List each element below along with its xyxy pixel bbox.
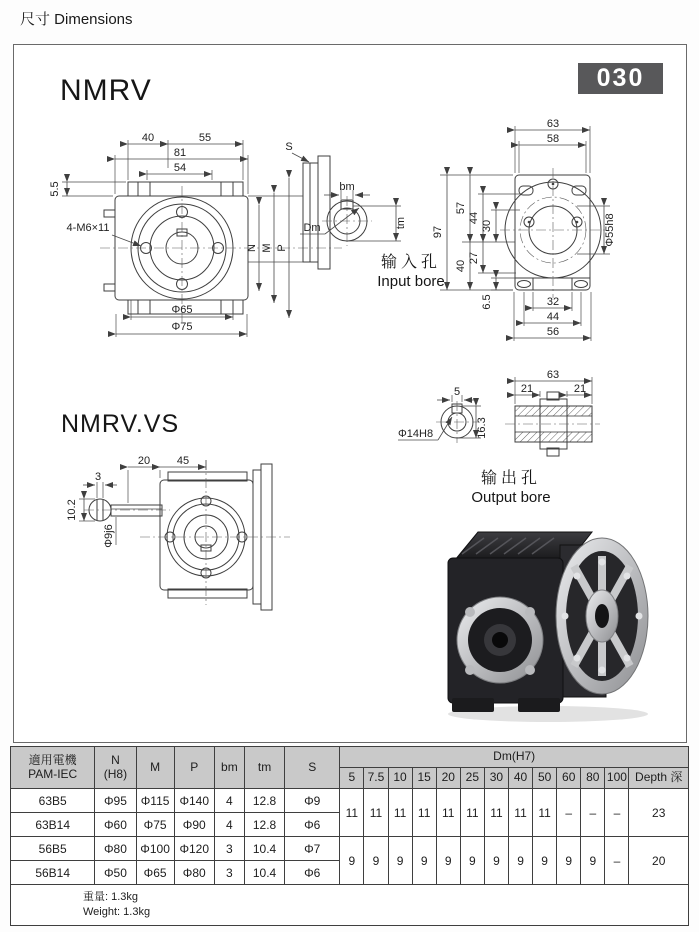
col-header-dm-h7: Dm(H7) (340, 747, 689, 768)
dm-subcol: 60 (557, 768, 581, 789)
dim-label-m: M (261, 243, 273, 253)
dim-label-81: 81 (173, 147, 187, 159)
cell-tm: 12.8 (244, 789, 284, 813)
cell-dm: 11 (460, 789, 484, 837)
cell-dm: 11 (533, 789, 557, 837)
input-bore-caption-en: Input bore (377, 273, 445, 290)
cell-dm: 9 (533, 837, 557, 885)
model-vs-heading: NMRV.VS (61, 410, 180, 438)
cell-m: Φ75 (136, 813, 174, 837)
dim-label-21l: 21 (520, 383, 534, 395)
col-header-s: S (285, 747, 340, 789)
dim-label-5: 5 (453, 386, 461, 398)
cell-dm: 11 (364, 789, 388, 837)
cell-p: Φ90 (174, 813, 214, 837)
dim-label-30: 30 (481, 219, 493, 233)
output-bore-caption-cn: 输出孔 (480, 470, 541, 487)
table-row (11, 789, 689, 813)
cell-dm: 9 (412, 837, 436, 885)
cell-s: Φ9 (285, 789, 340, 813)
dim-label-27: 27 (468, 251, 480, 265)
dm-subcol: 50 (533, 768, 557, 789)
cell-dm: – (605, 789, 629, 837)
dim-label-14h8: Φ14H8 (398, 428, 434, 440)
cell-dm: 11 (436, 789, 460, 837)
dim-label-d75: Φ75 (171, 321, 193, 333)
cell-s: Φ7 (285, 837, 340, 861)
col-header-p: P (174, 747, 214, 789)
dim-label-5-5: 5.5 (49, 181, 61, 197)
dim-label-d65: Φ65 (171, 304, 193, 316)
cell-tm: 10.4 (244, 837, 284, 861)
dim-label-56: 56 (546, 326, 560, 338)
output-bore-detail (398, 369, 600, 456)
page-title: 尺寸 Dimensions (20, 11, 133, 28)
col-header-depth: Depth 深 (629, 768, 689, 789)
weight-note (11, 885, 689, 926)
dim-label-44: 44 (468, 211, 480, 225)
cell-p: Φ80 (174, 861, 214, 885)
dim-label-21r: 21 (573, 383, 587, 395)
dm-subcol: 5 (340, 768, 364, 789)
col-header-bm: bm (214, 747, 244, 789)
cell-tm: 12.8 (244, 813, 284, 837)
input-bore-detail (300, 181, 407, 246)
cell-n: Φ60 (95, 813, 136, 837)
cell-bm: 4 (214, 813, 244, 837)
cell-s: Φ6 (285, 861, 340, 885)
cell-dm: 9 (581, 837, 605, 885)
dim-label-6-5: 6.5 (481, 294, 493, 310)
dm-subcol: 30 (484, 768, 508, 789)
dm-subcol: 15 (412, 768, 436, 789)
cell-n: Φ95 (95, 789, 136, 813)
cell-p: Φ140 (174, 789, 214, 813)
cell-dm: 9 (460, 837, 484, 885)
cell-dm: 9 (484, 837, 508, 885)
dim-label-58: 58 (546, 133, 560, 145)
dim-label-40: 40 (141, 132, 155, 144)
output-bore-caption (441, 465, 581, 506)
cell-n: Φ80 (95, 837, 136, 861)
product-photo (448, 532, 648, 722)
cell-dm: 11 (388, 789, 412, 837)
cell-s: Φ6 (285, 813, 340, 837)
cell-m: Φ65 (136, 861, 174, 885)
dim-label-tm: tm (395, 216, 407, 230)
dim-label-45: 45 (176, 455, 190, 467)
cell-tm: 10.4 (244, 861, 284, 885)
output-bore-caption-en: Output bore (471, 489, 551, 506)
dim-label-dm: Dm (303, 222, 321, 234)
cell-m: Φ115 (136, 789, 174, 813)
dim-label-3: 3 (94, 471, 102, 483)
cell-dm: – (605, 837, 629, 885)
dim-label-63b: 63 (546, 369, 560, 381)
dim-label-55h8: Φ55h8 (604, 213, 616, 247)
col-header-n-line1: N (111, 753, 120, 768)
cell-model: 56B5 (11, 837, 95, 861)
input-bore-caption (341, 249, 481, 290)
dimension-table (10, 746, 689, 926)
weight-note-cn: 重量: 1.3kg (83, 891, 139, 904)
front-view-drawing (49, 132, 342, 337)
dim-label-20: 20 (137, 455, 151, 467)
dim-label-10-2: 10.2 (66, 499, 78, 521)
dm-subcol: 80 (581, 768, 605, 789)
dim-label-s: S (285, 141, 293, 153)
dim-label-9j6: Φ9j6 (103, 524, 115, 548)
dm-subcol: 10 (388, 768, 412, 789)
dim-label-bm: bm (339, 181, 355, 193)
dim-label-63: 63 (546, 118, 560, 130)
vs-view-drawing (66, 455, 290, 610)
dim-label-44b: 44 (546, 311, 560, 323)
dim-label-16-3: 16.3 (476, 417, 488, 439)
cell-p: Φ120 (174, 837, 214, 861)
size-badge: 030 (578, 63, 663, 94)
cell-dm: 11 (412, 789, 436, 837)
dim-label-57: 57 (455, 201, 467, 215)
dm-subcol: 20 (436, 768, 460, 789)
cell-dm: 9 (508, 837, 532, 885)
cell-dm: 9 (388, 837, 412, 885)
rear-view-drawing (432, 118, 616, 341)
cell-dm: 11 (484, 789, 508, 837)
cell-bm: 3 (214, 861, 244, 885)
dm-subcol: 7.5 (364, 768, 388, 789)
cell-model: 63B5 (11, 789, 95, 813)
dim-label-55: 55 (198, 132, 212, 144)
col-header-n-line2: (H8) (103, 766, 128, 781)
cell-model: 63B14 (11, 813, 95, 837)
cell-dm: 11 (340, 789, 364, 837)
weight-note-en: Weight: 1.3kg (83, 906, 151, 918)
cell-bm: 3 (214, 837, 244, 861)
cell-dm: 9 (364, 837, 388, 885)
table-row (11, 837, 689, 861)
cell-depth: 23 (629, 789, 689, 837)
table-note-row (11, 885, 689, 926)
cell-dm: 11 (508, 789, 532, 837)
cell-dm: 9 (436, 837, 460, 885)
dim-label-40b: 40 (455, 259, 467, 273)
col-header-pam-iec (11, 747, 95, 789)
cell-dm: 9 (340, 837, 364, 885)
cell-bm: 4 (214, 789, 244, 813)
col-header-m: M (136, 747, 174, 789)
dm-subcol: 100 (605, 768, 629, 789)
dm-subcol: 25 (460, 768, 484, 789)
cell-dm: – (581, 789, 605, 837)
dm-subcol: 40 (508, 768, 532, 789)
col-header-tm: tm (244, 747, 284, 789)
dim-label-p: P (276, 244, 288, 252)
col-header-pam-line2: PAM-IEC (28, 766, 78, 781)
dim-label-97: 97 (432, 225, 444, 239)
cell-n: Φ50 (95, 861, 136, 885)
cell-depth: 20 (629, 837, 689, 885)
cell-model: 56B14 (11, 861, 95, 885)
cell-dm: 9 (557, 837, 581, 885)
dim-label-54: 54 (173, 162, 187, 174)
col-header-pam-line1: 適用電機 (28, 753, 77, 768)
cell-m: Φ100 (136, 837, 174, 861)
col-header-n (95, 747, 136, 789)
model-heading: NMRV (60, 74, 152, 107)
bolt-callout-label: 4-M6×11 (66, 222, 110, 234)
cell-dm: – (557, 789, 581, 837)
dim-label-n: N (246, 244, 258, 252)
dim-label-32: 32 (546, 296, 560, 308)
input-bore-caption-cn: 输入孔 (380, 254, 441, 271)
